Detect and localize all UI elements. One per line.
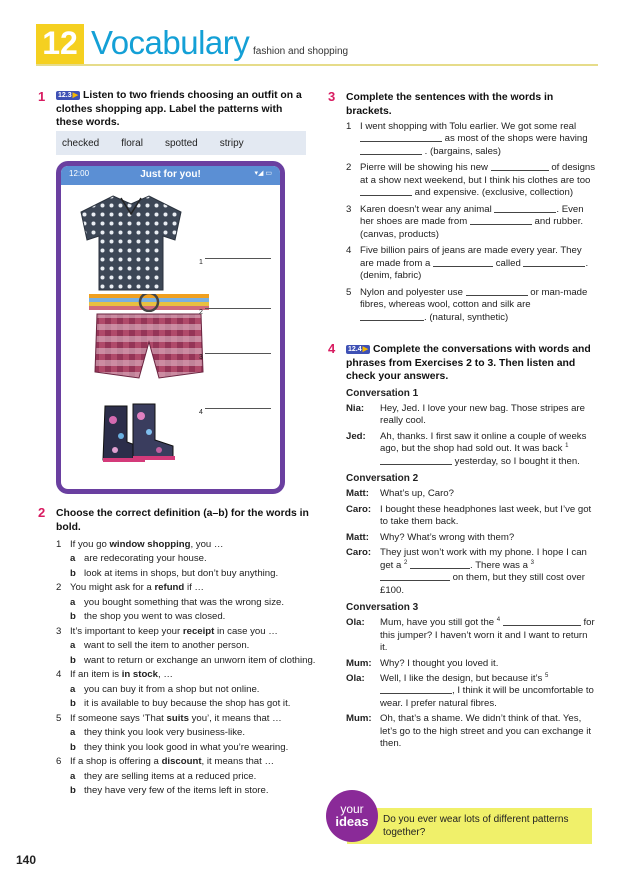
exercise-4-title: 12.4 ▶ Complete the conversations with words and phrases from Exercises 2 to 3. Then listen and check your answers. — [346, 343, 596, 384]
page-number: 140 — [16, 853, 37, 867]
option-b[interactable]: b the shop you went to was closed. — [70, 611, 226, 623]
signal-battery-icon: ▾◢ ▭ — [254, 170, 272, 177]
dialogue-line: Matt: What’s up, Caro? — [346, 488, 454, 500]
exercise-3-title: Complete the sentences with the words in brackets. — [346, 92, 554, 117]
dialogue-line: Caro: They just won’t work with my phone. I hope I can get a $^2$ . There was a $^3$ on them, but they still cost over £100. — [346, 547, 587, 596]
option-a[interactable]: a are redecorating your house. — [70, 553, 207, 565]
dialogue-line: Mum: Why? I thought you loved it. — [346, 657, 499, 669]
word-bank-item: checked — [62, 137, 100, 149]
header-divider — [36, 64, 598, 66]
answer-blank[interactable] — [491, 162, 549, 171]
your-ideas-badge: your ideas — [326, 790, 378, 842]
word-bank — [56, 131, 306, 155]
checked-shorts-image — [93, 312, 205, 384]
list-item: 3 It’s important to keep your receipt in case you … a want to sell the item to another person. b want to return or exchange an unworn item of clothing. — [56, 626, 318, 667]
answer-blank[interactable] — [523, 258, 585, 267]
spotted-shirt-image — [71, 192, 191, 292]
exercise-1-number: 1 — [38, 89, 46, 104]
answer-blank[interactable] — [380, 572, 450, 581]
dialogue-line: Mum: Oh, that’s a shame. We didn’t think of that. Yes, let’s go to the high street and you can exchange it then. — [346, 713, 592, 750]
dialogue-line: Jed: Ah, thanks. I first saw it online a couple of weeks ago, but the shop had sold out. It was back $^1$ yesterday, so I bought it then. — [346, 430, 587, 467]
list-item: 1 If you go window shopping, you … a are redecorating your house. b look at items in shops, but don’t buy anything. — [56, 539, 318, 580]
option-a[interactable]: a you can buy it from a shop but not online. — [70, 683, 260, 695]
dialogue-line: Matt: Why? What’s wrong with them? — [346, 531, 515, 543]
list-item: 2 You might ask for a refund if … a you bought something that was the wrong size. b the shop you went to was closed. — [56, 582, 318, 623]
dialogue-line: Nia: Hey, Jed. I love your new bag. Those stripes are really cool. — [346, 403, 585, 427]
list-item: 4 If an item is in stock, … a you can buy it from a shop but not online. b it is available to buy because the shop has got it. — [56, 669, 318, 710]
label-blank-4[interactable] — [205, 408, 271, 409]
answer-blank[interactable] — [360, 133, 442, 142]
answer-blank[interactable] — [380, 685, 452, 694]
option-a[interactable]: a you bought something that was the wrong size. — [70, 596, 284, 608]
option-a[interactable]: a they think you look very business-like. — [70, 727, 246, 739]
answer-blank[interactable] — [433, 258, 493, 267]
list-item: 2 Pierre will be showing his new of designs at a show next weekend, but I think his clothes are too and expensive. (exclusive, collection) — [346, 162, 596, 199]
label-blank-3[interactable] — [205, 353, 271, 354]
exercise-2-number: 2 — [38, 505, 46, 520]
word-bank-item: spotted — [164, 137, 198, 149]
exercise-1-title: 12.3 ▶ Listen to two friends choosing an outfit on a clothes shopping app. Label the patterns with these words. — [56, 89, 311, 130]
phone-app-title: Just for you! — [140, 169, 201, 180]
answer-blank[interactable] — [470, 216, 532, 225]
audio-track-badge[interactable]: 12.3 ▶ — [56, 91, 80, 100]
list-item: 5 If someone says ‘That suits you’, it means that … a they think you look very business-like. b they think you look good in what you’re wearing. — [56, 713, 318, 754]
exercise-2-list — [56, 539, 318, 799]
option-b[interactable]: b want to return or exchange an unworn item of clothing. — [70, 654, 316, 666]
label-number: 2 — [199, 309, 203, 316]
exercise-3-list — [346, 121, 596, 328]
dialogue-line: Ola: Well, I like the design, but because it’s $^5$ , I think it will be uncomfortable to wear. I prefer natural fibres. — [346, 672, 594, 709]
conversation-title: Conversation 2 — [346, 473, 419, 485]
dialogue-line: Ola: Mum, have you still got the $^4$ for this jumper? I haven’t worn it and I want to return it. — [346, 617, 595, 654]
page-title: Vocabulary — [91, 24, 250, 61]
stripy-belt-image — [89, 294, 209, 312]
word-bank-item: stripy — [219, 137, 244, 149]
audio-track-badge[interactable]: 12.4 ▶ — [346, 345, 370, 354]
answer-blank[interactable] — [360, 312, 424, 321]
exercise-4-number: 4 — [328, 341, 336, 356]
answer-blank[interactable] — [380, 456, 452, 465]
option-b[interactable]: b they have very few of the items left in store. — [70, 784, 269, 796]
option-b[interactable]: b look at items in shops, but don’t buy anything. — [70, 567, 279, 579]
list-item: 1 I went shopping with Tolu earlier. We got some real as most of the shops were having . (bargains, sales) — [346, 121, 588, 157]
answer-blank[interactable] — [494, 204, 556, 213]
answer-blank[interactable] — [466, 287, 528, 296]
list-item: 6 If a shop is offering a discount, it means that … a they are selling items at a reduced price. b they have very few of the items left in store. — [56, 756, 318, 797]
list-item: 4 Five billion pairs of jeans are made every year. They are made from a called . (denim, fabric) — [346, 245, 589, 282]
unit-number: 12 — [36, 24, 84, 64]
label-number: 4 — [199, 409, 203, 416]
exercise-3-number: 3 — [328, 89, 336, 104]
answer-blank[interactable] — [503, 617, 581, 626]
page-subtitle: fashion and shopping — [253, 46, 349, 57]
option-a[interactable]: a want to sell the item to another person. — [70, 640, 250, 652]
label-number: 1 — [199, 259, 203, 266]
answer-blank[interactable] — [360, 187, 412, 196]
exercise-2-title: Choose the correct definition (a–b) for the words in bold. — [56, 508, 309, 533]
conversations — [346, 383, 596, 754]
label-blank-1[interactable] — [205, 258, 271, 259]
your-ideas-question: Do you ever wear lots of different patterns together? — [347, 808, 592, 844]
conversation-title: Conversation 1 — [346, 388, 419, 399]
word-bank-item: floral — [121, 137, 143, 149]
list-item: 5 Nylon and polyester use or man-made fibres, whereas wool, cotton and silk are . (natural, synthetic) — [346, 286, 588, 323]
list-item: 3 Karen doesn’t wear any animal . Even her shoes are made from and rubber. (canvas, products) — [346, 203, 584, 240]
option-b[interactable]: b they think you look good in what you’re wearing. — [70, 741, 289, 753]
phone-time: 12:00 — [69, 169, 90, 178]
option-a[interactable]: a they are selling items at a reduced price. — [70, 770, 257, 782]
dialogue-line: Caro: I bought these headphones last week, but I’ve got to take them back. — [346, 503, 592, 528]
answer-blank[interactable] — [410, 560, 470, 569]
label-blank-2[interactable] — [205, 308, 271, 309]
answer-blank[interactable] — [360, 146, 422, 155]
option-b[interactable]: b it is available to buy because the shop has got it. — [70, 698, 291, 710]
label-number: 3 — [199, 354, 203, 361]
phone-status-bar — [61, 166, 280, 185]
floral-boots-image — [99, 402, 179, 466]
conversation-title: Conversation 3 — [346, 602, 419, 614]
phone-mockup — [56, 161, 285, 494]
